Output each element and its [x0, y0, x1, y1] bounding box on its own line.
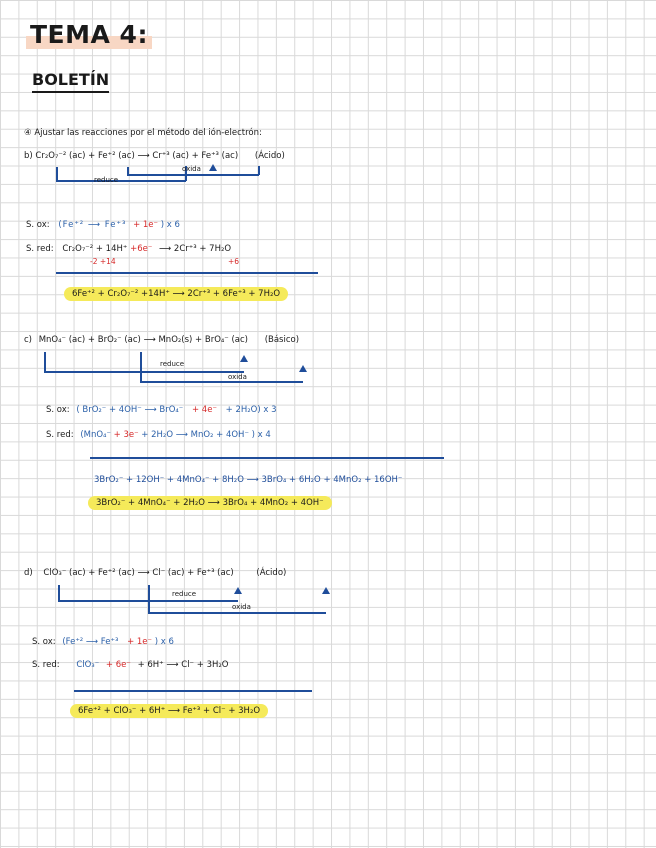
c-oxida-arrow-up	[299, 365, 307, 372]
exercise-instruction: Ajustar las reacciones por el método del ión-electrón:	[34, 128, 262, 138]
c-reduce-arrow-up	[240, 355, 248, 362]
c-sum: 3BrO₂⁻ + 12OH⁻ + 4MnO₄⁻ + 8H₂O ⟶ 3BrO₄ + 6H₂O + 4MnO₂ + 16OH⁻	[94, 475, 403, 485]
c-oxida-bracket-bottom	[140, 381, 303, 383]
d-oxida-bracket-left	[148, 585, 150, 613]
b-charges-left: -2 +14	[90, 257, 116, 266]
section-b-reaction: b) Cr₂O₇⁻² (ac) + Fe⁺² (ac) ⟶ Cr⁺³ (ac) + Fe⁺³ (ac) (Ácido)	[24, 151, 285, 161]
b-oxida-label: oxida	[182, 165, 201, 173]
b-reduce-label: reduce	[94, 176, 119, 184]
c-ox-half: S. ox: ( BrO₂⁻ + 4OH⁻ ⟶ BrO₄⁻ + 4e⁻ + 2H₂O) x 3	[46, 405, 277, 415]
page-title: TEMA 4:	[26, 20, 152, 49]
b-reduce-bracket-bottom	[56, 180, 186, 182]
c-oxida-label: oxida	[228, 373, 247, 381]
b-reduce-bracket-left	[56, 167, 58, 181]
c-sum-line	[90, 457, 444, 459]
page-subtitle: BOLETÍN	[32, 70, 109, 93]
b-red-half: S. red: Cr₂O₇⁻² + 14H⁺ +6e⁻ ⟶ 2Cr⁺³ + 7H₂O	[26, 244, 232, 254]
b-oxida-bracket-bottom	[127, 174, 259, 176]
d-reduce-arrow-up	[234, 587, 242, 594]
d-oxida-bracket-bottom	[148, 612, 326, 614]
d-ox-half: S. ox: (Fe⁺² ⟶ Fe⁺³ + 1e⁻ ) x 6	[32, 637, 174, 647]
section-c-reaction: c) MnO₄⁻ (ac) + BrO₂⁻ (ac) ⟶ MnO₂(s) + BrO₄⁻ (ac) (Básico)	[24, 335, 300, 345]
c-reduce-bracket-left	[44, 352, 46, 372]
b-oxida-bracket-right	[258, 166, 260, 175]
d-oxida-label: oxida	[232, 603, 251, 611]
d-reduce-label: reduce	[172, 590, 197, 598]
b-ox-half: S. ox: (Fe⁺² ⟶ Fe⁺³ + 1e⁻ ) x 6	[26, 220, 180, 230]
section-d-reaction: d) ClO₃⁻ (ac) + Fe⁺² (ac) ⟶ Cl⁻ (ac) + Fe⁺³ (ac) (Ácido)	[24, 568, 287, 578]
d-result: 6Fe⁺² + ClO₃⁻ + 6H⁺ ⟶ Fe⁺³ + Cl⁻ + 3H₂O	[70, 704, 268, 718]
b-charges-right: +6	[228, 257, 240, 266]
d-reduce-bracket-left	[58, 585, 60, 601]
c-oxida-bracket-left	[140, 352, 142, 382]
exercise-intro	[24, 128, 262, 138]
d-sum-line	[74, 690, 312, 692]
d-oxida-arrow-up	[322, 587, 330, 594]
b-result: 6Fe⁺² + Cr₂O₇⁻² +14H⁺ ⟶ 2Cr⁺³ + 6Fe⁺³ + 7H₂O	[64, 287, 288, 301]
exercise-number: ④	[24, 128, 32, 138]
c-reduce-bracket-bottom	[44, 371, 244, 373]
d-red-half: S. red: ClO₃⁻ + 6e⁻ + 6H⁺ ⟶ Cl⁻ + 3H₂O	[32, 660, 229, 670]
c-red-half: S. red: (MnO₄⁻ + 3e⁻ + 2H₂O ⟶ MnO₂ + 4OH⁻ ) x 4	[46, 430, 271, 440]
b-sum-line	[56, 272, 318, 274]
c-reduce-label: reduce	[160, 360, 185, 368]
b-arrow-up	[209, 164, 217, 171]
c-result: 3BrO₂⁻ + 4MnO₄⁻ + 2H₂O ⟶ 3BrO₄ + 4MnO₂ + 4OH⁻	[88, 496, 332, 510]
